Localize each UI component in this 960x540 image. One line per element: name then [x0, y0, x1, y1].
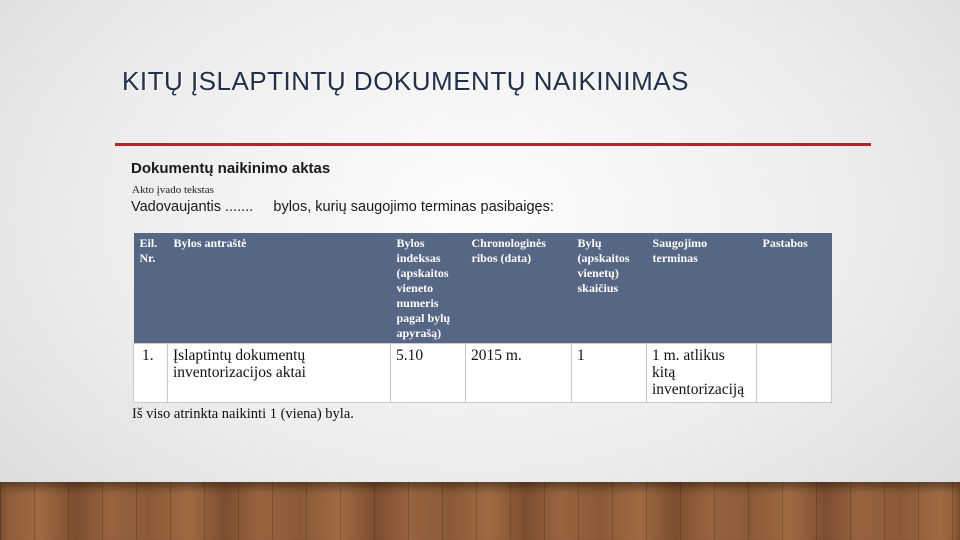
cell-file-title: Įslaptintų dokumentų inventorizacijos aktai: [168, 344, 391, 403]
header-notes: Pastabos: [757, 233, 832, 344]
header-retention-period: Saugojimo terminas: [647, 233, 757, 344]
header-row-number: Eil. Nr.: [134, 233, 168, 344]
cell-notes: [757, 344, 832, 403]
header-file-index: Bylos indeksas (apskaitos vieneto numeris pagal bylų apyrašą): [391, 233, 466, 344]
table-header-row: [134, 233, 832, 344]
summary-text: Iš viso atrinkta naikinti 1 (viena) byla.: [132, 406, 354, 422]
slide-title: KITŲ ĮSLAPTINTŲ DOKUMENTŲ NAIKINIMAS: [122, 66, 689, 96]
cell-chronological-limits: 2015 m.: [466, 344, 572, 403]
intro-text: Vadovaujantis ....... bylos, kurių saugojimo terminas pasibaigęs:: [131, 199, 554, 215]
cell-file-count: 1: [572, 344, 647, 403]
title-divider: [115, 143, 871, 146]
table-row: [134, 344, 832, 403]
header-file-count: Bylų (apskaitos vienetų) skaičius: [572, 233, 647, 344]
cell-retention-period: 1 m. atlikus kitą inventorizaciją: [647, 344, 757, 403]
intro-label: Akto įvado tekstas: [132, 184, 214, 196]
cell-row-number: 1.: [134, 344, 168, 403]
document-heading: Dokumentų naikinimo aktas: [131, 160, 331, 177]
destruction-act-table: [133, 233, 832, 403]
cell-file-index: 5.10: [391, 344, 466, 403]
header-file-title: Bylos antraštė: [168, 233, 391, 344]
wood-floor-decoration: [0, 482, 960, 540]
header-chronological-limits: Chronologinės ribos (data): [466, 233, 572, 344]
